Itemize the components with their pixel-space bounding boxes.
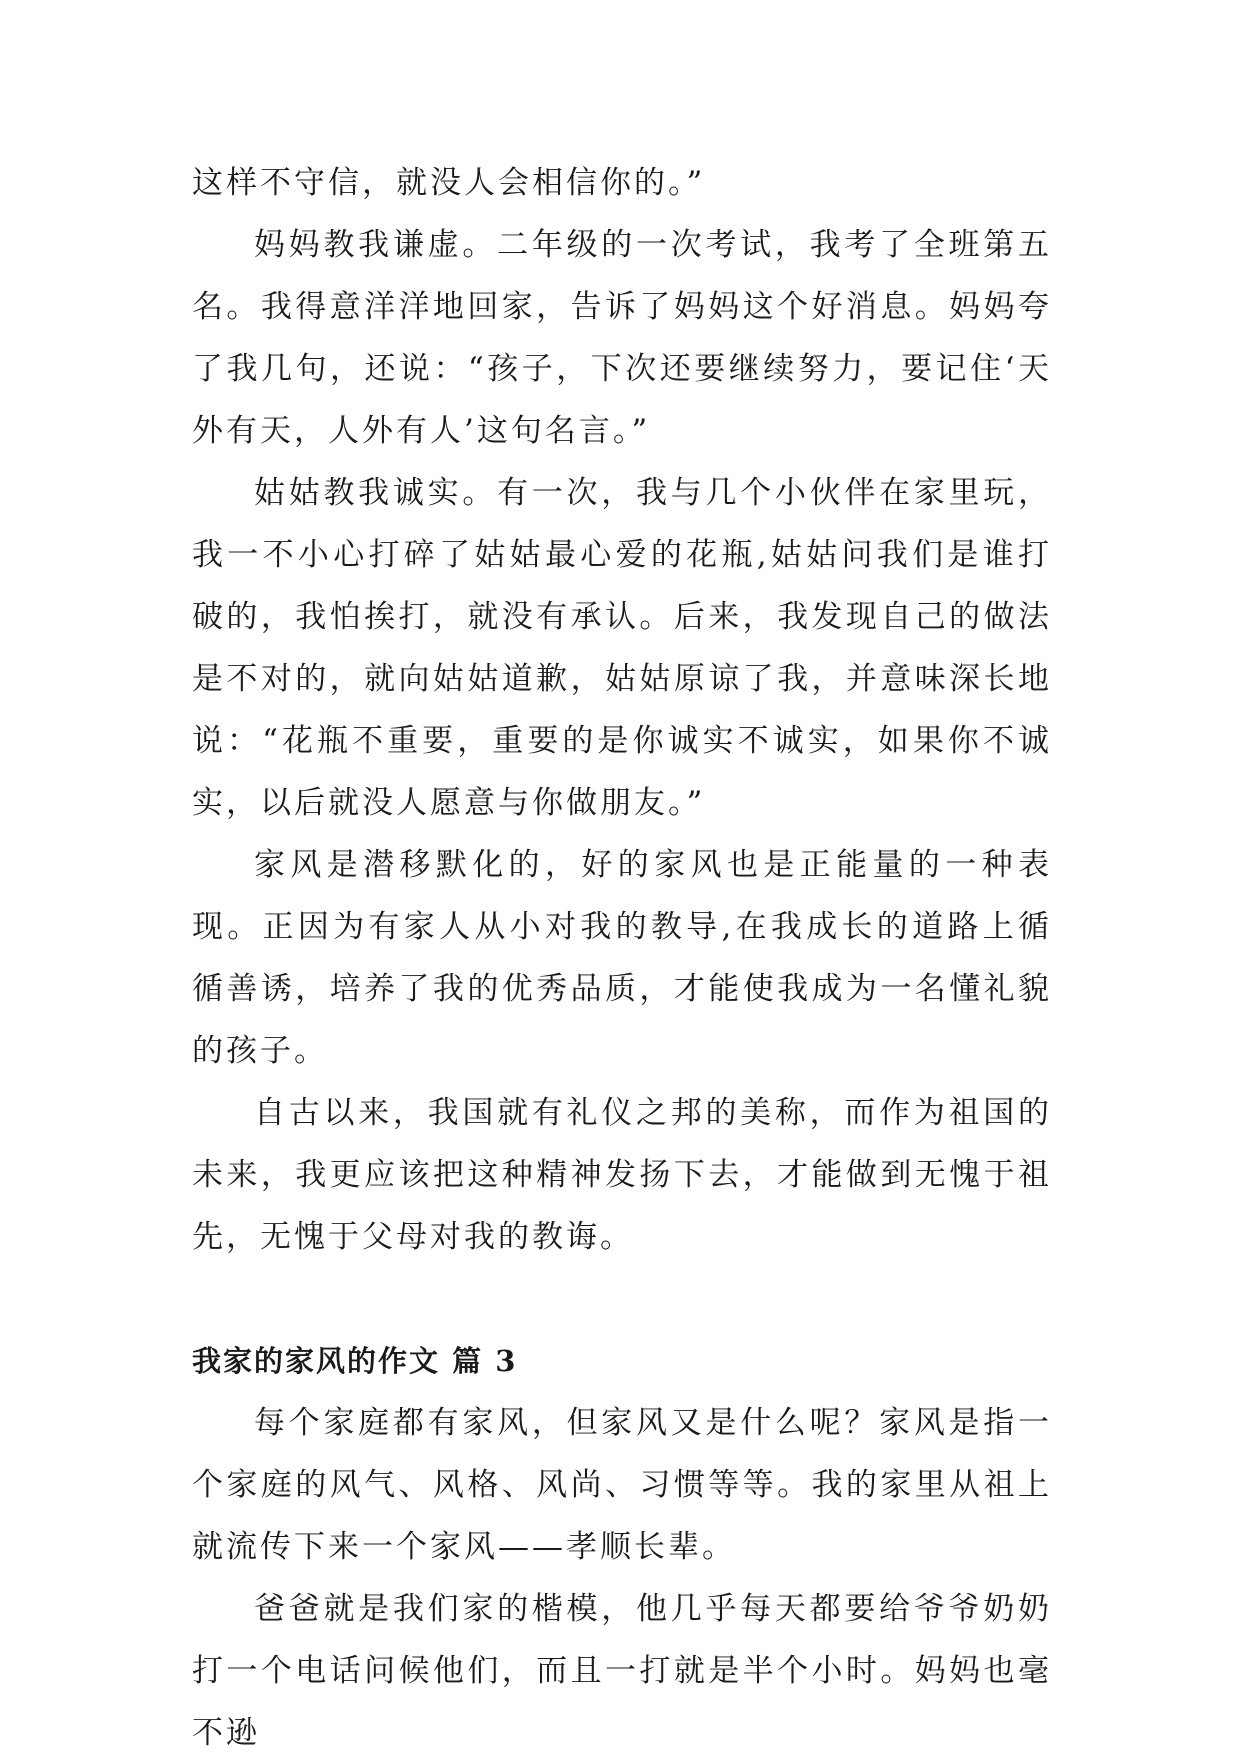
paragraph-aunt-honesty: 姑姑教我诚实。有一次，我与几个小伙伴在家里玩，我一不小心打碎了姑姑最心爱的花瓶,姑姑问我们是谁打破的，我怕挨打，就没有承认。后来，我发现自己的做法是不对的，就向姑姑道歉，姑姑原谅了我，并意味深长地说：“花瓶不重要，重要的是你诚实不诚实，如果你不诚实，以后就没人愿意与你做朋友。” (192, 475, 1052, 821)
document-body (192, 152, 1052, 1764)
paragraph-what-is-family-style: 每个家庭都有家风，但家风又是什么呢？家风是指一个家庭的风气、风格、风尚、习惯等等。我的家里从祖上就流传下来一个家风——孝顺长辈。 (192, 1405, 1052, 1565)
section-heading: 我家的家风的作文 篇 3 (192, 1344, 518, 1378)
paragraph-father-example: 爸爸就是我们家的楷模，他几乎每天都要给爷爷奶奶打一个电话问候他们，而且一打就是半个小时。妈妈也毫不逊 (192, 1591, 1052, 1751)
paragraph-continuation: 这样不守信，就没人会相信你的。” (192, 165, 706, 201)
paragraph-conclusion: 自古以来，我国就有礼仪之邦的美称，而作为祖国的未来，我更应该把这种精神发扬下去，才能做到无愧于祖先，无愧于父母对我的教诲。 (192, 1095, 1052, 1255)
paragraph-family-style: 家风是潜移默化的，好的家风也是正能量的一种表现。正因为有家人从小对我的教导,在我成长的道路上循循善诱，培养了我的优秀品质，才能使我成为一名懂礼貌的孩子。 (192, 847, 1052, 1069)
paragraph-mother-humility: 妈妈教我谦虚。二年级的一次考试，我考了全班第五名。我得意洋洋地回家，告诉了妈妈这个好消息。妈妈夸了我几句，还说：“孩子，下次还要继续努力，要记住‘天外有天，人外有人’这句名言。” (192, 227, 1052, 449)
